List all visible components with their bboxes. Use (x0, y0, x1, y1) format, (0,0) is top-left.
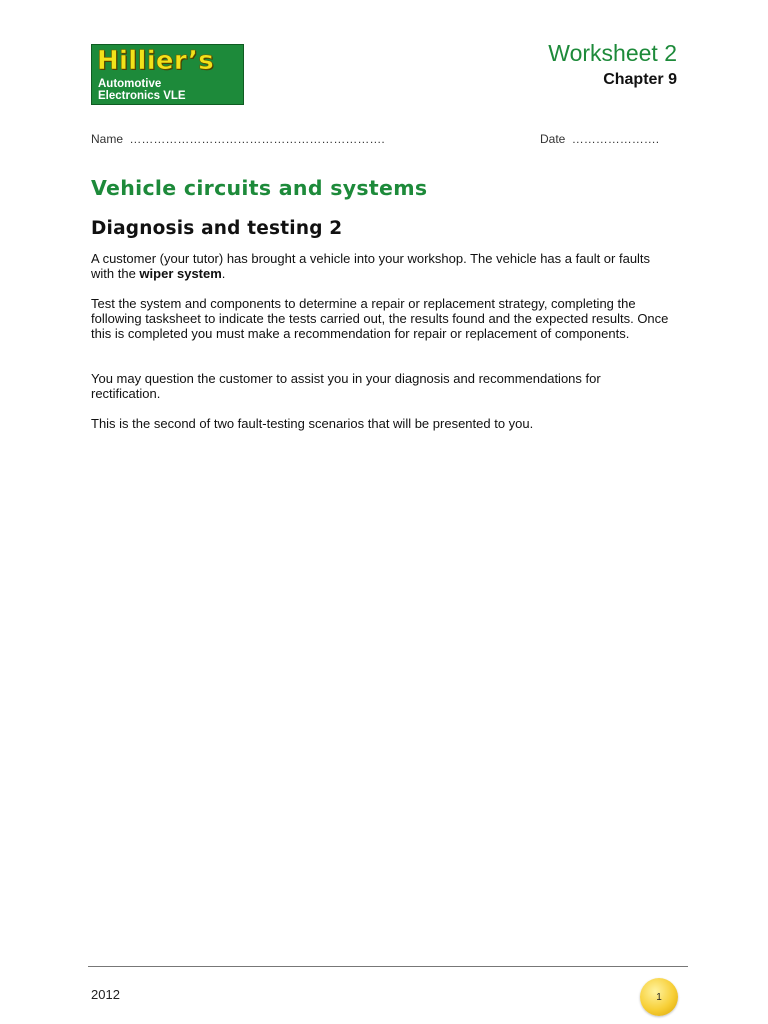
worksheet-title: Worksheet 2 (548, 40, 677, 66)
footer-divider (88, 966, 688, 967)
page-number: 1 (656, 991, 662, 1003)
logo-subtitle-line2: Electronics VLE (98, 90, 186, 102)
page-subtitle: Diagnosis and testing 2 (91, 218, 343, 239)
date-field[interactable] (540, 132, 659, 146)
name-field[interactable] (91, 132, 385, 146)
page-number-badge (640, 978, 678, 1016)
name-label: Name (91, 132, 124, 146)
section-title: Vehicle circuits and systems (91, 176, 428, 200)
intro-text-end: . (221, 266, 226, 281)
intro-text-start: A customer (your tutor) has brought a vehicle into your workshop. The vehicle has a fault or faults with the (91, 251, 651, 281)
date-label: Date (540, 132, 566, 146)
chapter-label: Chapter 9 (603, 71, 677, 88)
name-fill-line[interactable]: ………………………………………………………. (129, 132, 385, 146)
scenario-note-paragraph: This is the second of two fault-testing scenarios that will be presented to you. (91, 416, 534, 431)
wiper-system-emphasis: wiper system (139, 266, 222, 281)
customer-question-paragraph: You may question the customer to assist you in your diagnosis and recommendations for rectification. (91, 371, 601, 401)
logo-brand-name: Hillier’s (97, 46, 215, 76)
logo-subtitle-line1: Automotive (98, 78, 162, 90)
hilliers-logo (91, 44, 244, 105)
footer-year: 2012 (91, 987, 120, 1002)
date-fill-line[interactable]: …………………. (571, 132, 660, 146)
intro-paragraph (91, 251, 671, 281)
instructions-paragraph: Test the system and components to determine a repair or replacement strategy, completing the following tasksheet to indicate the tests carried out, the results found and the expected results. Once this is completed you must make a recommendation for repair or replacement of components. (91, 296, 669, 341)
